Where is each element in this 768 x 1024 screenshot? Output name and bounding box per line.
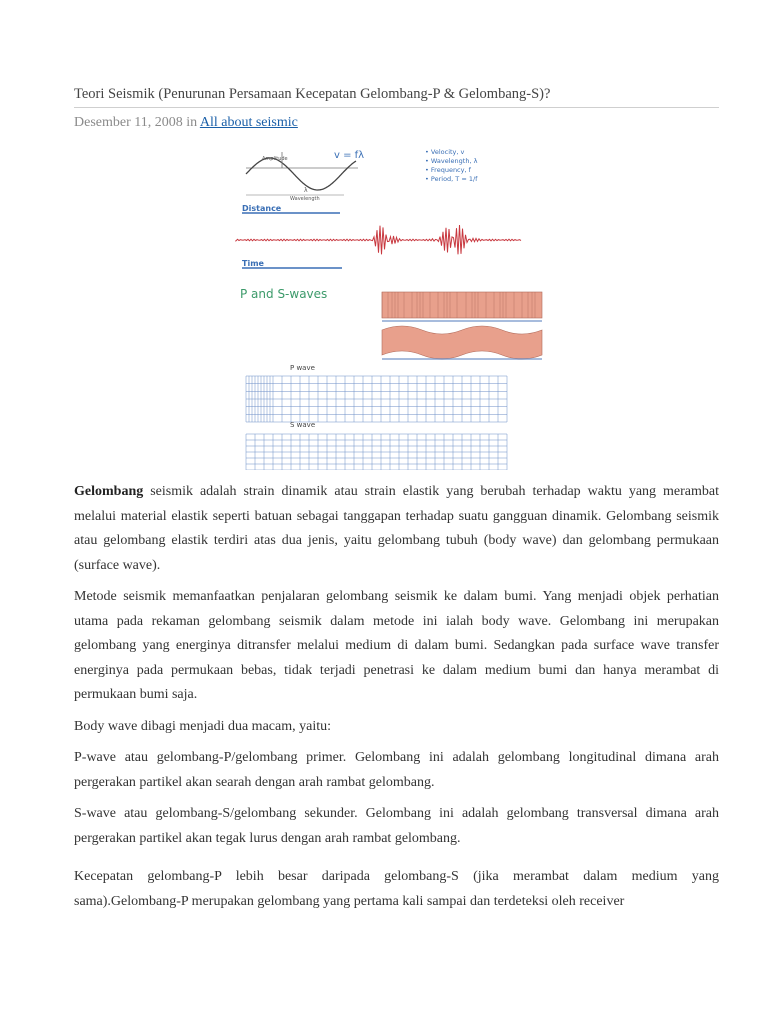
seismogram: [236, 225, 521, 268]
paragraph-1: [74, 480, 719, 578]
paragraph-5: S-wave atau gelombang-S/gelombang sekunder. Gelombang ini adalah gelombang transversal dimana arah pergerakan partikel akan tegak lurus dengan arah rambat gelombang.: [74, 806, 719, 846]
paragraph-1-text: seismik adalah strain dinamik atau strain elastik yang berubah terhadap waktu yang merambat melalui material elastik seperti batuan sebagai tanggapan terhadap suatu gangguan dinamik. Gelombang seismik atau gelombang elastik terdiri atas dua jenis, yaitu gelombang tubuh (body wave) dan gelombang permukaan (surface wave).: [74, 484, 719, 573]
seismogram-trace: [236, 225, 521, 254]
paragraph-4: P-wave atau gelombang-P/gelombang primer. Gelombang ini adalah gelombang longitudinal dimana arah pergerakan partikel akan searah dengan arah rambat gelombang.: [74, 750, 719, 790]
paragraph-2: Metode seismik memanfaatkan penjalaran gelombang seismik ke dalam bumi. Yang menjadi objek perhatian utama pada rekaman gelombang seismik dalam metode ini ialah body wave. Gelombang ini merupakan gelombang yang energinya ditransfer melalui medium di dalam bumi. Sedangkan pada surface wave transfer energinya pada permukaan bebas, tidak terjadi penetrasi ke dalam medium bumi dan hanya merambat di permukaan bumi saja.: [74, 589, 719, 702]
article-body: [74, 480, 719, 921]
wavelength-word: Wavelength: [290, 196, 320, 202]
sine-wave-diagram: [242, 148, 478, 213]
legend-item-frequency: • Frequency, f: [425, 166, 471, 174]
p-wave-grid: [246, 364, 507, 422]
category-link[interactable]: All about seismic: [199, 115, 298, 130]
paragraph-6: Kecepatan gelombang-P lebih besar daripada gelombang-S (jika merambat dalam medium yang sama).Gelombang-P merupakan gelombang yang pertama kali sampai dan terdeteksi oleh receiver: [74, 869, 719, 909]
paragraph-3: Body wave dibagi menjadi dua macam, yaitu:: [74, 718, 331, 734]
s-wave-grid: [246, 421, 507, 470]
article-title: Teori Seismik (Penurunan Persamaan Kecepatan Gelombang-P & Gelombang-S)?: [74, 86, 719, 108]
distance-label: Distance: [242, 204, 282, 213]
post-meta: [74, 115, 298, 131]
seismic-wave-figure: [232, 140, 552, 470]
s-wave-block: [382, 326, 542, 359]
wavelength-symbol: λ: [304, 187, 308, 194]
formula-text: v = fλ: [334, 150, 365, 161]
post-date: Desember 11, 2008: [74, 115, 183, 130]
sine-wave-curve: [246, 158, 356, 190]
wave-legend: [425, 148, 478, 183]
legend-item-wavelength: • Wavelength, λ: [425, 157, 478, 165]
legend-item-velocity: • Velocity, v: [425, 148, 465, 156]
ps-waves-section: [240, 287, 542, 360]
paragraph-1-bold: Gelombang: [74, 484, 144, 499]
amplitude-label: Amplitude: [262, 156, 288, 162]
p-wave-label: P wave: [290, 364, 315, 372]
p-wave-block: [382, 292, 542, 318]
time-label: Time: [242, 259, 264, 268]
in-word: in: [186, 115, 198, 130]
ps-waves-title: P and S-waves: [240, 287, 328, 301]
s-wave-label: S wave: [290, 421, 316, 429]
legend-item-period: • Period, T = 1/f: [425, 175, 478, 183]
